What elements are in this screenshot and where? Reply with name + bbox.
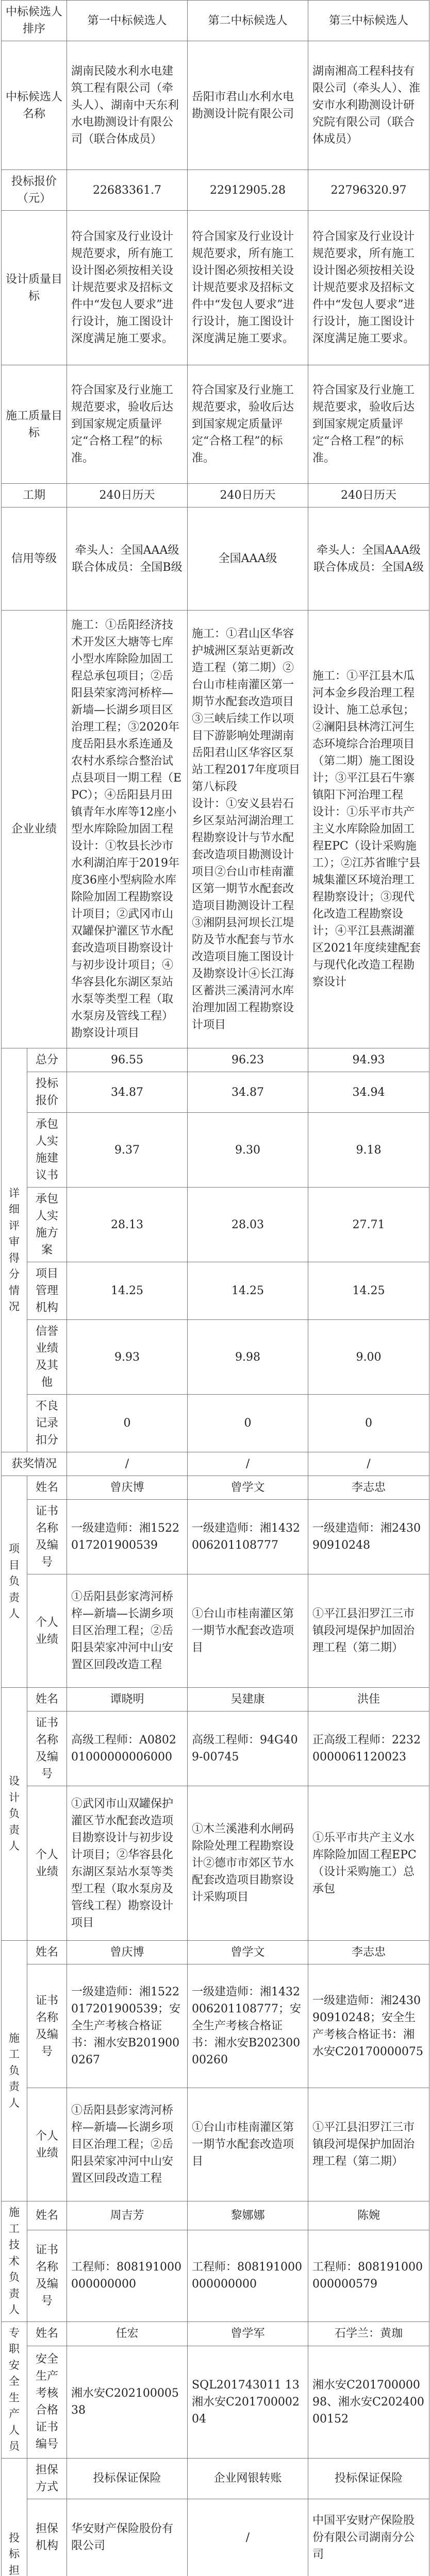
row-label: 个人业绩 xyxy=(27,1786,67,1941)
duration-row xyxy=(2,484,429,507)
row-label: 不良记录扣分 xyxy=(27,1395,67,1452)
candidate-1-tech-cert: 工程师：808191000000000000 xyxy=(67,2230,188,2321)
tech-cert-row xyxy=(2,2230,429,2321)
candidate-2-tech-name: 黎娜娜 xyxy=(188,2201,308,2230)
candidate-3-safety-cert: 湘水安C20170000098、湘水安C20240000152 xyxy=(308,2346,429,2458)
score-plan-row xyxy=(2,1188,429,1262)
candidate-2-pm-cert: 一级建造师：湘1432006201108777 xyxy=(188,1500,308,1574)
candidate-2-duration: 240日历天 xyxy=(188,484,308,507)
candidate-2-score: 9.98 xyxy=(188,1320,308,1395)
tech-name-row xyxy=(2,2201,429,2230)
candidate-2-score: 34.87 xyxy=(188,1072,308,1113)
candidate-2-site-cert: 一级建造师：湘1432006201108777；安全生产考核合格证书：湘水安B20230000260 xyxy=(188,1964,308,2088)
header-candidate-3: 第三中标候选人 xyxy=(308,1,429,41)
candidate-2-performance: 施工：①君山区华容护城洲区泵站更新改造工程（第二期）②台山市桂南灌区第一期节水配套改造项目③三峡后续工作以项目下游影响处理湖南岳阳君山区华容区泵站工程2017年度项目第八标段 设计：①安义县岩石乡区泵站河湖治理工程勘察设计与节水配套改造项目勘测设计项目②台山市桂南灌区第一期节水配套改造项目勘测设计工程③湘阴县河坝长江堤防及节水配套与节水改造项目施工图设计及勘察设计④长江海区蓄洪三溪清河水库治理加固工程勘察设计项目 xyxy=(188,611,308,1048)
candidate-3-score: 14.25 xyxy=(308,1262,429,1320)
candidate-3-pm-cert: 一级建造师：湘243090910248 xyxy=(308,1500,429,1574)
candidate-1-pm-cert: 一级建造师：湘1522017201900539 xyxy=(67,1500,188,1574)
candidate-2-score: 9.30 xyxy=(188,1113,308,1188)
score-org-row xyxy=(2,1262,429,1320)
candidate-1-price: 22683361.7 xyxy=(67,170,188,211)
guarantee-type-row xyxy=(2,2458,429,2499)
candidate-2-score: 14.25 xyxy=(188,1262,308,1320)
candidate-1-safety-cert: 湘水安C20210000538 xyxy=(67,2346,188,2458)
credit-row xyxy=(2,507,429,611)
candidate-1-designer-name: 谭晓明 xyxy=(67,1688,188,1711)
candidate-2-award: / xyxy=(188,1452,308,1476)
safety-name-row xyxy=(2,2321,429,2346)
candidate-3-site-perf: ①平江县汨罗江三市镇段河堤保护加固治理工程（第二期） xyxy=(308,2088,429,2201)
candidate-3-pm-perf: ①平江县汨罗江三市镇段河堤保护加固治理工程（第二期） xyxy=(308,1574,429,1688)
candidate-2-safety-cert: SQL201743011 13 湘水安C20170000204 xyxy=(188,2346,308,2458)
header-candidate-2: 第二中标候选人 xyxy=(188,1,308,41)
row-label: 证书名称及编号 xyxy=(27,1964,67,2088)
candidate-1-score: 9.37 xyxy=(67,1113,188,1188)
candidate-1-score: 0 xyxy=(67,1395,188,1452)
candidate-3-designer-name: 洪佳 xyxy=(308,1688,429,1711)
detail-score-group-label: 详细评审得分情况 xyxy=(2,1048,27,1452)
row-label: 姓名 xyxy=(27,1476,67,1500)
pm-perf-row xyxy=(2,1574,429,1688)
pm-cert-row xyxy=(2,1500,429,1574)
candidate-2-price: 22912905.28 xyxy=(188,170,308,211)
candidate-3-score: 27.71 xyxy=(308,1188,429,1262)
candidate-3-pm-name: 李志忠 xyxy=(308,1476,429,1500)
header-rank: 中标候选人排序 xyxy=(2,1,67,41)
candidate-1-award: / xyxy=(67,1452,188,1476)
tech-group-label: 施工技术负责人 xyxy=(2,2201,27,2322)
candidate-2-name: 岳阳市君山水利水电勘测设计院有限公司 xyxy=(188,41,308,170)
candidate-2-safety-name: 曾学军 xyxy=(188,2321,308,2346)
candidate-1-tech-name: 周吉芳 xyxy=(67,2201,188,2230)
candidate-1-credit: 牵头人：全国AAA级 联合体成员：全国B级 xyxy=(67,507,188,611)
candidate-3-designer-perf: ①乐平市共产主义水库除险加固工程EPC（设计采购施工）总承包 xyxy=(308,1786,429,1941)
candidate-1-pm-perf: ①岳阳县彭家湾河桥梓—新墙—长湖乡项目区治理工程；②岳阳县荣家冲河中山安置区回段改造工程 xyxy=(67,1574,188,1688)
designer-cert-row xyxy=(2,1711,429,1786)
candidate-2-construction: 符合国家及行业施工规范要求，验收后达到国家规定质量评定“合格工程”的标准。 xyxy=(188,365,308,484)
candidate-3-score: 0 xyxy=(308,1395,429,1452)
bid-price-row xyxy=(2,170,429,211)
candidate-1-score: 28.13 xyxy=(67,1188,188,1262)
row-label: 施工质量目标 xyxy=(2,365,67,484)
site-cert-row xyxy=(2,1964,429,2088)
row-label: 担保方式 xyxy=(27,2458,67,2499)
candidate-3-score: 34.94 xyxy=(308,1072,429,1113)
designer-name-row xyxy=(2,1688,429,1711)
candidate-3-price: 22796320.97 xyxy=(308,170,429,211)
row-label: 工期 xyxy=(2,484,67,507)
row-label: 信用等级 xyxy=(2,507,67,611)
row-label: 姓名 xyxy=(27,2201,67,2230)
header-candidate-1: 第一中标候选人 xyxy=(67,1,188,41)
candidate-2-score: 0 xyxy=(188,1395,308,1452)
row-label: 姓名 xyxy=(27,1941,67,1964)
candidate-1-site-cert: 一级建造师：湘1522017201900539；安全生产考核合格证书：湘水安B2019000267 xyxy=(67,1964,188,2088)
candidate-3-construction: 符合国家及行业施工规范要求，验收后达到国家规定质量评定“合格工程”的标准。 xyxy=(308,365,429,484)
candidate-3-name: 湖南湘高工程科技有限公司（牵头人）、淮安市水利勘测设计研究院有限公司（联合体成员） xyxy=(308,41,429,170)
score-penalty-row xyxy=(2,1395,429,1452)
candidate-1-name: 湖南民陵水利水电建筑工程有限公司（牵头人）、湖南中天东利水电勘测设计有限公司（联合体成员） xyxy=(67,41,188,170)
candidate-3-credit: 牵头人：全国AAA级 联合体成员：全国A级 xyxy=(308,507,429,611)
site-group-label: 施工负责人 xyxy=(2,1941,27,2201)
pm-name-row xyxy=(2,1476,429,1500)
row-label: 承包人实施方案 xyxy=(27,1188,67,1262)
pm-group-label: 项目负责人 xyxy=(2,1476,27,1688)
candidate-1-performance: 施工：①岳阳经济技术开发区大塘等七库小型水库除险加固工程总承包项目；②岳阳县荣家湾河桥梓—新墙—长湖乡项目区治理工程；③2020年度岳阳县水系连通及农村水系综合整治试点县项目一期工程（EPC）；④岳阳县月田镇青年水库等12座小型水库除险加固工程 设计：①牧县长沙市水利湖泊库于2019年度36座小型病险水库除险加固工程勘察设计项目；②武冈市山双罐保护灌区节水配套改造项目勘察设计与初步设计项目；④华容县化东湖区泵站水泵等类型工程（取水泵房及管线工程）勘察设计项目 xyxy=(67,611,188,1048)
candidate-1-duration: 240日历天 xyxy=(67,484,188,507)
candidate-1-pm-name: 曾庆博 xyxy=(67,1476,188,1500)
candidate-3-score: 9.00 xyxy=(308,1320,429,1395)
row-label: 姓名 xyxy=(27,1688,67,1711)
guarantee-group-label: 投标担 xyxy=(2,2458,27,2576)
candidate-2-guarantee-org: / xyxy=(188,2499,308,2576)
row-label: 投标报价（元） xyxy=(2,170,67,211)
site-perf-row xyxy=(2,2088,429,2201)
row-label: 个人业绩 xyxy=(27,2088,67,2201)
header-row xyxy=(2,1,429,41)
row-label: 个人业绩 xyxy=(27,1574,67,1688)
row-label: 企业业绩 xyxy=(2,611,67,1048)
candidate-1-guarantee-org: 华安财产保险股份有限公司 xyxy=(67,2499,188,2576)
score-reputation-row xyxy=(2,1320,429,1395)
row-label: 获奖情况 xyxy=(2,1452,67,1476)
candidate-2-score: 28.03 xyxy=(188,1188,308,1262)
candidate-2-tech-cert: 工程师：808191000000000000 xyxy=(188,2230,308,2321)
candidate-3-designer-cert: 正高级工程师：22320000061120023 xyxy=(308,1711,429,1786)
row-label: 中标候选人名称 xyxy=(2,41,67,170)
guarantee-org-row xyxy=(2,2499,429,2576)
row-label: 证书名称及编号 xyxy=(27,1711,67,1786)
candidate-2-site-name: 曾学文 xyxy=(188,1941,308,1964)
candidate-1-designer-perf: ①武冈市山双罐保护灌区节水配套改造项目勘察设计与初步设计项目；②华容县化东湖区泵站水泵等类型工程（取水泵房及管线工程）勘察设计项目 xyxy=(67,1786,188,1941)
candidate-2-designer-perf: ①木兰溪港利水闸码除险处理工程勘察设计②德市市郊区节水配套改造项目勘察设计采购项目 xyxy=(188,1786,308,1941)
candidate-2-pm-perf: ①台山市桂南灌区第一期节水配套改造项目 xyxy=(188,1574,308,1688)
candidate-1-score: 9.93 xyxy=(67,1320,188,1395)
candidate-name-row xyxy=(2,41,429,170)
row-label: 信誉业绩及其他 xyxy=(27,1320,67,1395)
candidate-1-safety-name: 任宏 xyxy=(67,2321,188,2346)
construction-quality-row xyxy=(2,365,429,484)
candidate-2-site-perf: ①台山市桂南灌区第一期节水配套改造项目 xyxy=(188,2088,308,2201)
candidate-3-design: 符合国家及行业设计规范要求，所有施工设计图必须按相关设计规范要求及招标文件中“发包人要求”进行设计，施工图设计深度满足施工要求。 xyxy=(308,211,429,365)
bid-candidates-table xyxy=(1,0,429,2576)
award-row xyxy=(2,1452,429,1476)
designer-perf-row xyxy=(2,1786,429,1941)
row-label: 总分 xyxy=(27,1048,67,1072)
candidate-1-score: 14.25 xyxy=(67,1262,188,1320)
candidate-3-score: 9.18 xyxy=(308,1113,429,1188)
row-label: 设计质量目标 xyxy=(2,211,67,365)
candidate-3-guarantee-type: 投标保证保险 xyxy=(308,2458,429,2499)
row-label: 姓名 xyxy=(27,2321,67,2346)
candidate-2-score: 96.23 xyxy=(188,1048,308,1072)
candidate-2-guarantee-type: 企业网银转账 xyxy=(188,2458,308,2499)
candidate-2-design: 符合国家及行业设计规范要求，所有施工设计图必须按相关设计规范要求及招标文件中“发包人要求”进行设计，施工图设计深度满足施工要求。 xyxy=(188,211,308,365)
candidate-1-site-perf: ①岳阳县彭家湾河桥梓—新墙—长湖乡项目区治理工程；②岳阳县荣家冲河中山安置区回段改造工程 xyxy=(67,2088,188,2201)
candidate-2-pm-name: 曾学文 xyxy=(188,1476,308,1500)
candidate-3-guarantee-org: 中国平安财产保险股份有限公司湖南分公司 xyxy=(308,2499,429,2576)
candidate-1-construction: 符合国家及行业施工规范要求，验收后达到国家规定质量评定“合格工程”的标准。 xyxy=(67,365,188,484)
candidate-1-score: 96.55 xyxy=(67,1048,188,1072)
row-label: 投标报价 xyxy=(27,1072,67,1113)
score-price-row xyxy=(2,1072,429,1113)
designer-group-label: 设计负责人 xyxy=(2,1688,27,1941)
score-total-row xyxy=(2,1048,429,1072)
candidate-3-performance: 施工：①平江县木瓜河本金乡段治理工程设计、施工总承包；②澜阳县林湾江河生态环境综合治理项目（第二期）施工图设计；③平江县石牛寨镇阳下河治理工程 设计：①乐平市共产主义水库除险加固工程EPC（设计采购施工）；②江苏省睢宁县城集灌区环境治理工程勘察设计；③现代化改造工程勘察设计；④平江县燕湖灌区2021年度续建配套与现代化改造工程勘察设计 xyxy=(308,611,429,1048)
row-label: 承包人实施建议书 xyxy=(27,1113,67,1188)
candidate-1-guarantee-type: 投标保证保险 xyxy=(67,2458,188,2499)
candidate-1-designer-cert: 高级工程师：A080201000000006000 xyxy=(67,1711,188,1786)
row-label: 担保机构 xyxy=(27,2499,67,2576)
candidate-2-designer-name: 吴建康 xyxy=(188,1688,308,1711)
candidate-3-score: 94.93 xyxy=(308,1048,429,1072)
score-proposal-row xyxy=(2,1113,429,1188)
candidate-3-award: / xyxy=(308,1452,429,1476)
candidate-3-tech-name: 陈婉 xyxy=(308,2201,429,2230)
candidate-3-duration: 240日历天 xyxy=(308,484,429,507)
candidate-2-designer-cert: 高级工程师：94G409-00745 xyxy=(188,1711,308,1786)
candidate-3-tech-cert: 工程师：808191000000000579 xyxy=(308,2230,429,2321)
safety-group-label: 专职安全生产人员 xyxy=(2,2321,27,2458)
row-label: 证书名称及编号 xyxy=(27,1500,67,1574)
site-name-row xyxy=(2,1941,429,1964)
candidate-1-score: 34.87 xyxy=(67,1072,188,1113)
safety-cert-row xyxy=(2,2346,429,2458)
row-label: 项目管理机构 xyxy=(27,1262,67,1320)
row-label: 安全生产考核合格证书编号 xyxy=(27,2346,67,2458)
candidate-2-credit: 全国AAA级 xyxy=(188,507,308,611)
performance-row xyxy=(2,611,429,1048)
candidate-3-site-cert: 一级建造师：湘243090910248；安全生产考核合格证书：湘水安C20170000075 xyxy=(308,1964,429,2088)
candidate-1-site-name: 曾庆博 xyxy=(67,1941,188,1964)
row-label: 证书名称及编号 xyxy=(27,2230,67,2321)
design-quality-row xyxy=(2,211,429,365)
candidate-3-site-name: 李志忠 xyxy=(308,1941,429,1964)
candidate-1-design: 符合国家及行业设计规范要求，所有施工设计图必须按相关设计规范要求及招标文件中“发包人要求”进行设计，施工图设计深度满足施工要求。 xyxy=(67,211,188,365)
candidate-3-safety-name: 石学兰：黄珈 xyxy=(308,2321,429,2346)
